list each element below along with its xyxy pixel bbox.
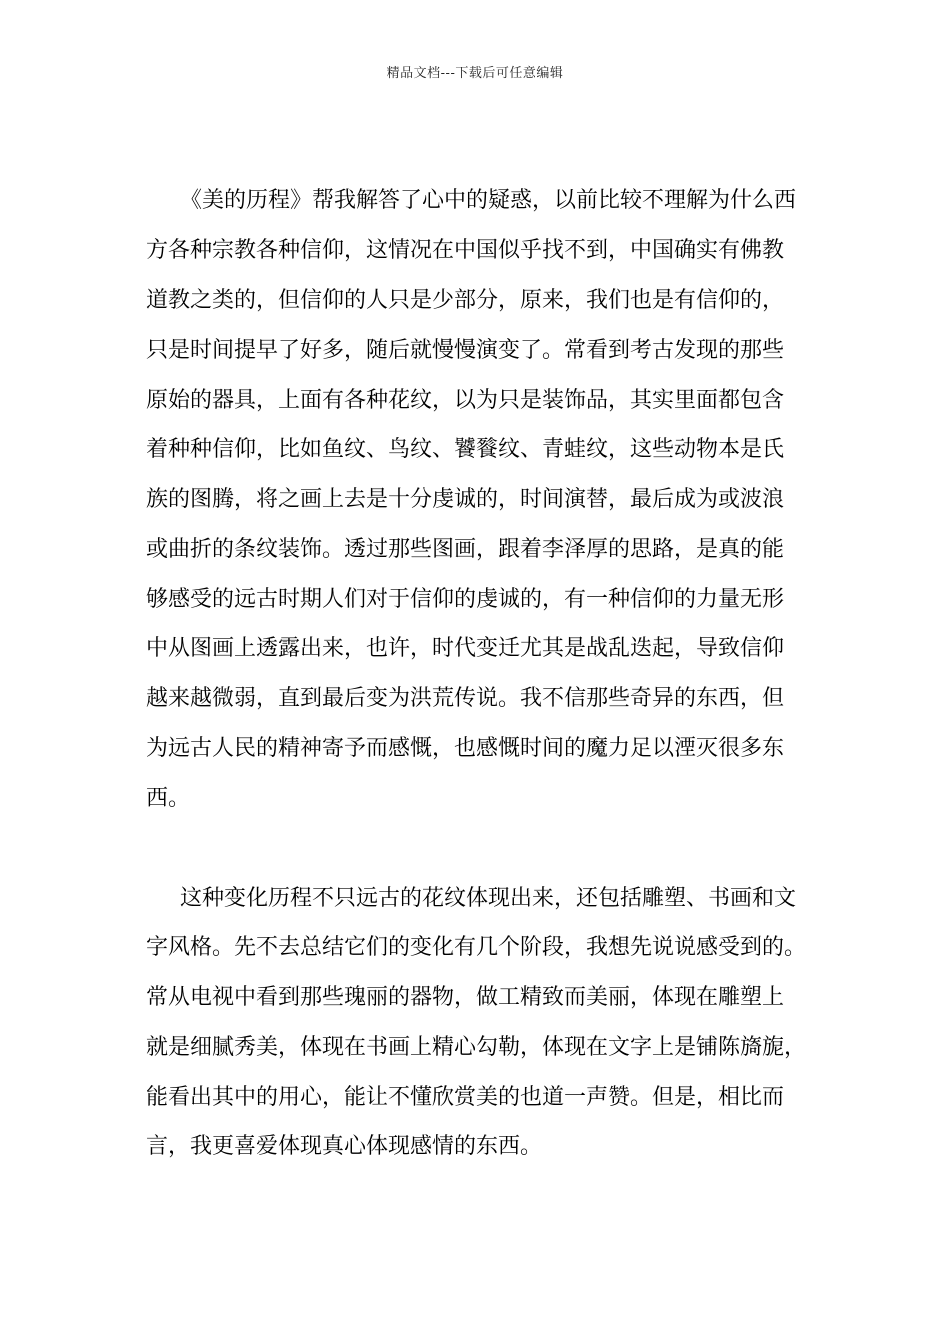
- paragraph-line: 能看出其中的用心，能让不懂欣赏美的也道一声赞。但是，相比而: [146, 1085, 785, 1110]
- paragraph-line: 族的图腾，将之画上去是十分虔诚的，时间演替，最后成为或波浪: [146, 487, 785, 512]
- paragraph-line: 方各种宗教各种信仰，这情况在中国似乎找不到，中国确实有佛教: [146, 238, 785, 263]
- paragraph-line: 道教之类的，但信仰的人只是少部分，原来，我们也是有信仰的，: [146, 288, 785, 313]
- paragraph-line: 就是细腻秀美，体现在书画上精心勾勒，体现在文字上是铺陈旖旎，: [146, 1035, 807, 1060]
- paragraph-line: 原始的器具，上面有各种花纹，以为只是装饰品，其实里面都包含: [146, 388, 785, 413]
- page-header: 精品文档---下载后可任意编辑: [386, 66, 564, 81]
- paragraph-line: 为远古人民的精神寄予而感慨，也感慨时间的魔力足以湮灭很多东: [146, 736, 785, 761]
- paragraph-line: 只是时间提早了好多，随后就慢慢演变了。常看到考古发现的那些: [146, 338, 785, 363]
- paragraph-line: 够感受的远古时期人们对于信仰的虔诚的，有一种信仰的力量无形: [146, 587, 785, 612]
- paragraph-line: 字风格。先不去总结它们的变化有几个阶段，我想先说说感受到的。: [146, 935, 807, 960]
- paragraph-line: 这种变化历程不只远古的花纹体现出来，还包括雕塑、书画和文: [180, 886, 797, 911]
- paragraph-line: 或曲折的条纹装饰。透过那些图画，跟着李泽厚的思路，是真的能: [146, 537, 785, 562]
- paragraph-line: 常从电视中看到那些瑰丽的器物，做工精致而美丽，体现在雕塑上: [146, 985, 785, 1010]
- paragraph-line: 言，我更喜爱体现真心体现感情的东西。: [146, 1134, 543, 1159]
- paragraph-line: 中从图画上透露出来，也许，时代变迁尤其是战乱迭起，导致信仰: [146, 636, 785, 661]
- paragraph-line: 着种种信仰，比如鱼纹、鸟纹、饕餮纹、青蛙纹，这些动物本是氏: [146, 437, 785, 462]
- paragraph-line: 越来越微弱，直到最后变为洪荒传说。我不信那些奇异的东西，但: [146, 686, 785, 711]
- paragraph-line: 西。: [146, 786, 191, 811]
- paragraph-line: 《美的历程》帮我解答了心中的疑惑，以前比较不理解为什么西: [180, 188, 797, 213]
